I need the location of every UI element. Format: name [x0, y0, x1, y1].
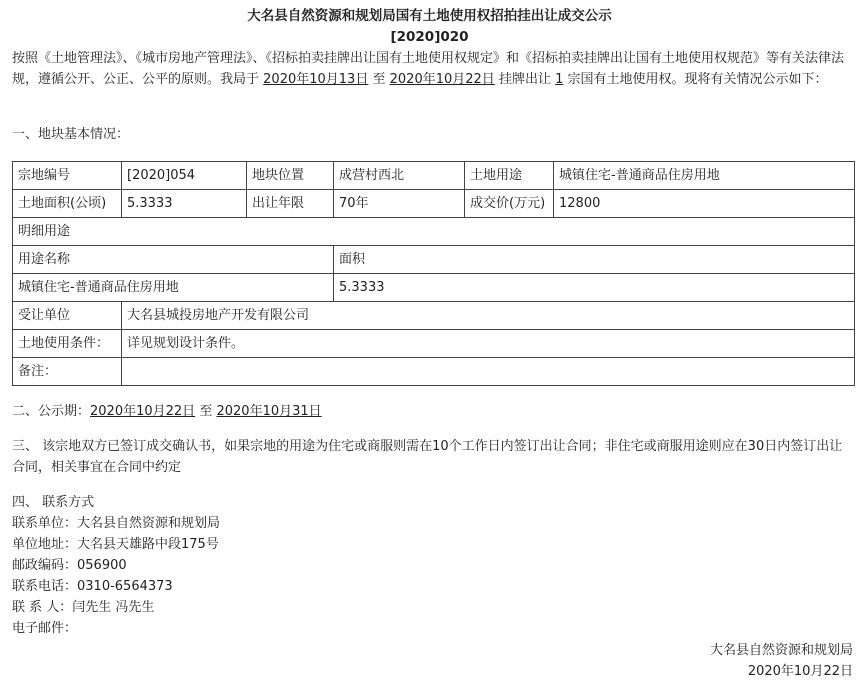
signature-block [710, 640, 853, 682]
intro-text-2: 至 [372, 72, 386, 87]
use-name-label: 用途名称 [13, 246, 334, 274]
land-use-value: 城镇住宅-普通商品住房用地 [554, 162, 855, 190]
contact-title: 四、 联系方式 [12, 495, 95, 510]
conditions-label: 土地使用条件： [13, 330, 122, 358]
section-2 [12, 401, 322, 422]
table-row [13, 246, 855, 274]
contact-email: 电子邮件： [12, 621, 78, 636]
section-1-title: 一、地块基本情况： [12, 127, 130, 142]
contact-phone: 联系电话：0310-6564373 [12, 579, 173, 594]
publicity-period-label: 二、公示期： [12, 404, 91, 419]
area-value: 5.3333 [122, 190, 247, 218]
intro-paragraph [12, 48, 854, 90]
term-value: 70年 [334, 190, 465, 218]
location-value: 成营村西北 [334, 162, 465, 190]
land-use-label: 土地用途 [465, 162, 554, 190]
location-label: 地块位置 [247, 162, 334, 190]
page-title: 大名县自然资源和规划局国有土地使用权招拍挂出让成交公示 [247, 8, 612, 24]
parcel-no-value: [2020]054 [122, 162, 247, 190]
detail-area-value: 5.3333 [334, 274, 855, 302]
contact-postcode: 邮政编码：056900 [12, 558, 127, 573]
table-row [13, 218, 855, 246]
term-label: 出让年限 [247, 190, 334, 218]
area-label: 土地面积(公顷) [13, 190, 122, 218]
contact-person: 联 系 人：闫先生 冯先生 [12, 600, 155, 615]
assignee-label: 受让单位 [13, 302, 122, 330]
detail-area-label: 面积 [334, 246, 855, 274]
contact-address: 单位地址：大名县天雄路中段175号 [12, 537, 219, 552]
price-value: 12800 [554, 190, 855, 218]
signature-date: 2020年10月22日 [747, 664, 853, 679]
assignee-value: 大名县城投房地产开发有限公司 [122, 302, 855, 330]
publicity-end-date: 2020年10月31日 [216, 404, 322, 419]
table-row [13, 302, 855, 330]
listing-start-date: 2020年10月13日 [263, 72, 369, 87]
remark-label: 备注： [13, 358, 122, 386]
table-row [13, 358, 855, 386]
parcel-info-table [12, 161, 855, 386]
table-row [13, 162, 855, 190]
section-3: 三、 该宗地双方已签订成交确认书，如果宗地的用途为住宅或商服则需在10个工作日内签订出让合同；非住宅或商服用途则应在30日内签订出让合同，相关事宜在合同中约定 [12, 439, 843, 475]
publicity-to: 至 [199, 404, 213, 419]
table-row [13, 274, 855, 302]
price-label: 成交价(万元) [465, 190, 554, 218]
parcel-count: 1 [555, 72, 564, 87]
publicity-start-date: 2020年10月22日 [90, 404, 196, 419]
section-4-contact [12, 492, 220, 639]
contact-unit: 联系单位：大名县自然资源和规划局 [12, 516, 221, 531]
intro-text-4: 宗国有土地使用权。现将有关情况公示如下： [567, 72, 828, 87]
table-row [13, 190, 855, 218]
intro-text-1: 按照《土地管理法》、《城市房地产管理法》、《招标拍卖挂牌出让国有土地使用权规定》和《招标拍卖挂牌出让国有土地使用权规范》等有关法律法规，遵循公开、公正、公平的原则。我局于 [12, 51, 845, 87]
table-row [13, 330, 855, 358]
intro-text-3: 挂牌出让 [498, 72, 551, 87]
document-number: [2020]020 [390, 29, 469, 45]
detail-use-header: 明细用途 [13, 218, 855, 246]
signature-org: 大名县自然资源和规划局 [709, 643, 853, 658]
listing-end-date: 2020年10月22日 [389, 72, 495, 87]
detail-use-value: 城镇住宅-普通商品住房用地 [13, 274, 334, 302]
parcel-no-label: 宗地编号 [13, 162, 122, 190]
remark-value [122, 358, 855, 386]
conditions-value: 详见规划设计条件。 [122, 330, 855, 358]
